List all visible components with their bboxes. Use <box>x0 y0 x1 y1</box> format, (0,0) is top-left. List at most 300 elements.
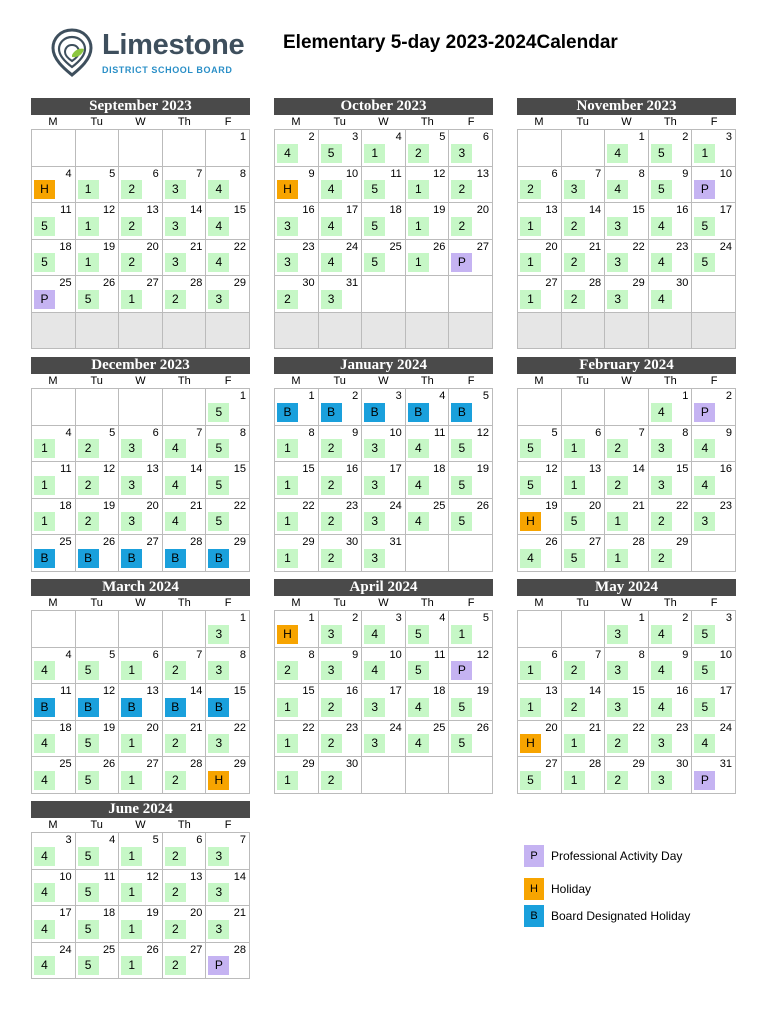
day-cell <box>692 611 736 648</box>
day-number: 27 <box>545 758 558 770</box>
day-code-badge: 5 <box>520 476 541 495</box>
day-code-badge: 2 <box>321 771 342 790</box>
day-number: 14 <box>588 204 602 216</box>
day-cell <box>649 684 693 721</box>
day-code-badge: 5 <box>34 253 55 272</box>
day-cell <box>362 426 406 463</box>
day-cell <box>76 130 120 167</box>
day-cell <box>163 535 207 572</box>
day-cell <box>562 203 606 240</box>
day-cell <box>76 462 120 499</box>
day-cell <box>362 721 406 758</box>
day-code-badge: 4 <box>651 625 672 644</box>
weekday-label: F <box>467 597 475 609</box>
day-cell <box>119 906 163 943</box>
day-number: 7 <box>595 648 602 661</box>
day-cell <box>163 313 207 350</box>
day-cell <box>562 757 606 794</box>
month-3 <box>31 357 250 572</box>
day-code-badge: B <box>121 549 142 568</box>
weekday-label: Tu <box>333 116 346 128</box>
day-cell <box>562 167 606 204</box>
day-number: 4 <box>65 426 72 439</box>
day-cell <box>119 943 163 980</box>
day-cell <box>605 130 649 167</box>
day-cell <box>275 240 319 277</box>
day-cell <box>562 276 606 313</box>
day-cell <box>406 462 450 499</box>
day-cell <box>692 426 736 463</box>
day-cell <box>362 499 406 536</box>
day-number: 30 <box>676 758 689 770</box>
weekday-label: W <box>135 116 146 128</box>
day-code-badge: 5 <box>694 661 715 680</box>
month-6 <box>31 579 250 794</box>
day-number: 13 <box>146 204 159 216</box>
day-code-badge: B <box>34 698 55 717</box>
day-cell <box>163 203 207 240</box>
day-number: 28 <box>190 758 203 770</box>
day-cell <box>518 276 562 313</box>
day-code-badge: 1 <box>694 144 715 163</box>
day-cell <box>605 313 649 350</box>
day-cell <box>692 203 736 240</box>
weekday-label: W <box>621 597 632 609</box>
day-cell <box>275 389 319 426</box>
day-number: 6 <box>482 131 489 143</box>
day-code-badge: 4 <box>651 403 672 422</box>
day-code-badge: 3 <box>607 698 628 717</box>
day-number: 19 <box>102 499 116 512</box>
day-cell <box>32 313 76 350</box>
day-cell <box>32 721 76 758</box>
day-number: 19 <box>102 240 116 253</box>
day-cell <box>406 389 450 426</box>
month-4 <box>274 357 493 572</box>
weekday-label: F <box>710 116 718 128</box>
day-number: 5 <box>439 131 446 143</box>
weekday-label: W <box>621 375 632 387</box>
weekday-label: W <box>135 819 146 831</box>
day-code-badge: 1 <box>121 734 142 753</box>
day-code-badge: 2 <box>165 920 186 939</box>
day-number: 29 <box>302 758 315 770</box>
day-cell <box>649 276 693 313</box>
day-code-badge: 4 <box>364 661 385 680</box>
day-code-badge: 1 <box>121 771 142 790</box>
day-code-badge: 2 <box>607 476 628 495</box>
day-number: 6 <box>152 167 159 180</box>
day-cell <box>692 648 736 685</box>
day-number: 6 <box>152 648 159 661</box>
day-code-badge: 4 <box>607 180 628 199</box>
day-cell <box>605 684 649 721</box>
month-1 <box>274 98 493 349</box>
day-number: 22 <box>233 240 246 253</box>
day-cell <box>649 757 693 794</box>
day-code-badge: 1 <box>78 217 99 236</box>
day-number: 29 <box>676 536 689 548</box>
day-cell <box>605 426 649 463</box>
day-number: 1 <box>239 131 246 143</box>
day-cell <box>275 203 319 240</box>
day-cell <box>32 130 76 167</box>
day-number: 1 <box>308 390 315 402</box>
day-cell <box>518 313 562 350</box>
day-number: 13 <box>545 685 558 697</box>
day-number: 8 <box>239 167 246 180</box>
day-cell <box>275 535 319 572</box>
day-code-badge: 3 <box>607 217 628 236</box>
day-cell <box>275 130 319 167</box>
day-code-badge: 3 <box>451 144 472 163</box>
day-code-badge: P <box>694 771 715 790</box>
day-cell <box>206 870 250 907</box>
day-code-badge: 4 <box>208 253 229 272</box>
day-cell <box>319 757 363 794</box>
day-cell <box>449 757 493 794</box>
day-cell <box>275 648 319 685</box>
day-number: 28 <box>190 277 203 289</box>
day-number: 16 <box>676 685 689 697</box>
day-number: 15 <box>632 685 645 697</box>
day-cell <box>119 757 163 794</box>
day-cell <box>76 167 120 204</box>
day-cell <box>76 906 120 943</box>
day-code-badge: 5 <box>208 403 229 422</box>
day-code-badge: 3 <box>607 661 628 680</box>
day-number: 1 <box>638 131 645 143</box>
day-number: 17 <box>389 463 402 475</box>
day-cell <box>562 389 606 426</box>
day-number: 16 <box>719 463 732 475</box>
day-code-badge: 5 <box>78 956 99 975</box>
day-number: 11 <box>433 648 446 661</box>
day-number: 21 <box>190 499 203 512</box>
day-cell <box>163 167 207 204</box>
day-code-badge: 2 <box>165 734 186 753</box>
day-cell <box>692 721 736 758</box>
day-cell <box>406 757 450 794</box>
day-cell <box>163 130 207 167</box>
day-cell <box>163 833 207 870</box>
day-code-badge: 2 <box>121 217 142 236</box>
month-grid <box>31 129 250 349</box>
day-cell <box>649 240 693 277</box>
day-code-badge: 4 <box>694 734 715 753</box>
day-code-badge: 5 <box>451 476 472 495</box>
day-number: 29 <box>233 277 246 289</box>
day-number: 25 <box>59 758 72 770</box>
day-cell <box>275 721 319 758</box>
day-code-badge: B <box>277 403 298 422</box>
day-code-badge: 1 <box>564 771 585 790</box>
day-cell <box>319 611 363 648</box>
day-number: 5 <box>109 167 116 180</box>
month-8 <box>517 579 736 794</box>
day-code-badge: 5 <box>78 734 99 753</box>
day-number: 19 <box>102 721 116 734</box>
day-cell <box>163 684 207 721</box>
day-cell <box>692 757 736 794</box>
day-number: 14 <box>190 463 203 475</box>
day-number: 10 <box>719 167 732 180</box>
day-number: 22 <box>233 499 246 512</box>
month-title: December 2023 <box>31 357 250 374</box>
month-grid <box>31 832 250 979</box>
weekday-label: Th <box>177 116 191 128</box>
day-code-badge: 4 <box>34 920 55 939</box>
day-number: 16 <box>345 463 359 475</box>
day-cell <box>406 426 450 463</box>
day-code-badge: 1 <box>78 180 99 199</box>
weekday-label: F <box>710 375 718 387</box>
day-number: 1 <box>308 612 315 624</box>
day-cell <box>32 611 76 648</box>
day-cell <box>562 499 606 536</box>
day-code-badge: 5 <box>78 290 99 309</box>
day-cell <box>406 130 450 167</box>
weekday-label: W <box>378 597 389 609</box>
day-code-badge: P <box>451 661 472 680</box>
day-code-badge: 3 <box>364 698 385 717</box>
day-code-badge: 3 <box>208 290 229 309</box>
day-code-badge: 3 <box>277 253 298 272</box>
day-cell <box>692 389 736 426</box>
day-cell <box>119 240 163 277</box>
day-number: 25 <box>389 240 402 253</box>
weekday-label: Tu <box>90 375 103 387</box>
month-title: January 2024 <box>274 357 493 374</box>
day-code-badge: 1 <box>451 625 472 644</box>
month-grid <box>274 388 493 572</box>
day-code-badge: 1 <box>607 512 628 531</box>
day-code-badge: H <box>520 512 541 531</box>
day-cell <box>319 313 363 350</box>
day-code-badge: 2 <box>165 883 186 902</box>
day-number: 19 <box>476 463 489 475</box>
day-code-badge: 2 <box>277 290 298 309</box>
day-code-badge: 2 <box>321 698 342 717</box>
day-cell <box>163 721 207 758</box>
day-number: 27 <box>545 277 558 289</box>
day-code-badge: 4 <box>321 180 342 199</box>
day-code-badge: 1 <box>121 290 142 309</box>
day-number: 23 <box>676 721 689 734</box>
day-code-badge: 5 <box>451 698 472 717</box>
day-code-badge: 3 <box>208 625 229 644</box>
day-code-badge: 2 <box>651 512 672 531</box>
day-cell <box>518 648 562 685</box>
legend-item-pa-day <box>520 845 760 869</box>
day-code-badge: 2 <box>321 512 342 531</box>
day-number: 30 <box>302 277 315 289</box>
day-number: 3 <box>725 131 732 143</box>
day-code-badge: 4 <box>208 180 229 199</box>
day-cell <box>562 462 606 499</box>
day-cell <box>76 203 120 240</box>
day-number: 23 <box>719 499 732 512</box>
day-number: 24 <box>719 721 732 734</box>
day-number: 15 <box>302 685 315 697</box>
weekday-header <box>517 115 736 129</box>
day-code-badge: 5 <box>408 625 429 644</box>
day-code-badge: 3 <box>651 734 672 753</box>
day-number: 20 <box>545 240 558 253</box>
day-number: 28 <box>233 943 246 956</box>
day-code-badge: 3 <box>651 771 672 790</box>
day-number: 15 <box>302 463 315 475</box>
day-number: 12 <box>476 426 489 439</box>
day-number: 17 <box>345 204 359 216</box>
weekday-header <box>31 115 250 129</box>
day-code-badge: 2 <box>451 217 472 236</box>
day-cell <box>692 240 736 277</box>
month-title: April 2024 <box>274 579 493 596</box>
day-number: 14 <box>190 685 203 697</box>
day-number: 11 <box>433 426 446 439</box>
day-cell <box>319 535 363 572</box>
day-number: 15 <box>233 685 246 697</box>
day-cell <box>32 203 76 240</box>
day-code-badge: B <box>165 698 186 717</box>
day-code-badge: 3 <box>564 180 585 199</box>
day-cell <box>406 276 450 313</box>
day-code-badge: 3 <box>651 476 672 495</box>
day-code-badge: 5 <box>321 144 342 163</box>
month-title: September 2023 <box>31 98 250 115</box>
day-code-badge: 3 <box>208 661 229 680</box>
day-number: 9 <box>682 167 689 180</box>
day-code-badge: 5 <box>364 253 385 272</box>
weekday-label: Tu <box>90 597 103 609</box>
day-cell <box>319 721 363 758</box>
day-number: 2 <box>352 612 359 624</box>
day-cell <box>206 389 250 426</box>
day-code-badge: 1 <box>277 512 298 531</box>
day-cell <box>76 611 120 648</box>
day-cell <box>449 721 493 758</box>
day-cell <box>76 757 120 794</box>
day-code-badge: 2 <box>121 180 142 199</box>
month-9 <box>31 801 250 979</box>
day-code-badge: 4 <box>277 144 298 163</box>
day-number: 9 <box>352 426 359 439</box>
day-number: 6 <box>196 834 203 846</box>
day-number: 12 <box>102 204 116 216</box>
day-code-badge: 3 <box>121 439 142 458</box>
day-cell <box>362 389 406 426</box>
day-number: 3 <box>395 612 402 624</box>
day-cell <box>206 167 250 204</box>
day-number: 10 <box>345 167 359 180</box>
day-number: 17 <box>719 685 732 697</box>
day-cell <box>206 203 250 240</box>
day-code-badge: 2 <box>564 661 585 680</box>
day-code-badge: 2 <box>78 476 99 495</box>
day-cell <box>362 276 406 313</box>
day-cell <box>605 462 649 499</box>
weekday-label: W <box>135 375 146 387</box>
day-cell <box>518 240 562 277</box>
day-code-badge: 3 <box>364 439 385 458</box>
day-number: 27 <box>476 240 489 253</box>
weekday-label: Th <box>663 375 677 387</box>
day-number: 23 <box>676 240 689 253</box>
day-code-badge: 2 <box>78 439 99 458</box>
day-cell <box>32 462 76 499</box>
day-cell <box>692 276 736 313</box>
day-number: 11 <box>103 870 116 883</box>
day-cell <box>206 721 250 758</box>
day-code-badge: 4 <box>651 253 672 272</box>
weekday-header <box>31 818 250 832</box>
day-cell <box>518 167 562 204</box>
day-code-badge: 4 <box>408 439 429 458</box>
day-number: 18 <box>433 463 446 475</box>
day-cell <box>605 499 649 536</box>
day-number: 3 <box>65 834 72 846</box>
day-cell <box>275 757 319 794</box>
day-number: 6 <box>595 426 602 439</box>
day-cell <box>32 167 76 204</box>
day-code-badge: 1 <box>34 476 55 495</box>
day-code-badge: 3 <box>607 253 628 272</box>
legend-swatch: B <box>524 905 544 927</box>
day-number: 20 <box>476 204 489 216</box>
weekday-label: Th <box>663 116 677 128</box>
day-number: 24 <box>59 943 72 956</box>
month-grid <box>517 610 736 794</box>
day-number: 27 <box>146 536 159 548</box>
day-cell <box>32 389 76 426</box>
day-code-badge: H <box>277 180 298 199</box>
day-number: 1 <box>682 390 689 402</box>
weekday-label: F <box>710 597 718 609</box>
day-code-badge: 1 <box>277 698 298 717</box>
day-code-badge: 1 <box>520 290 541 309</box>
day-code-badge: 3 <box>165 180 186 199</box>
day-code-badge: 5 <box>520 439 541 458</box>
day-code-badge: 2 <box>607 734 628 753</box>
day-number: 2 <box>682 131 689 143</box>
legend-item-board-holiday <box>520 905 760 929</box>
day-cell <box>206 240 250 277</box>
day-cell <box>319 499 363 536</box>
day-cell <box>76 721 120 758</box>
day-number: 8 <box>682 426 689 439</box>
day-cell <box>206 648 250 685</box>
day-number: 5 <box>551 426 558 439</box>
day-cell <box>518 389 562 426</box>
legend-label: Professional Activity Day <box>551 849 683 863</box>
day-code-badge: 5 <box>78 661 99 680</box>
day-number: 11 <box>60 204 72 216</box>
day-number: 18 <box>59 499 72 512</box>
day-code-badge: H <box>34 180 55 199</box>
weekday-label: M <box>291 597 301 609</box>
day-cell <box>32 240 76 277</box>
day-number: 15 <box>233 463 246 475</box>
day-number: 13 <box>190 870 203 883</box>
day-code-badge: 3 <box>165 217 186 236</box>
day-code-badge: 5 <box>564 512 585 531</box>
day-cell <box>76 870 120 907</box>
day-number: 5 <box>109 426 116 439</box>
day-code-badge: 5 <box>208 476 229 495</box>
day-cell <box>319 389 363 426</box>
day-number: 19 <box>146 907 159 919</box>
